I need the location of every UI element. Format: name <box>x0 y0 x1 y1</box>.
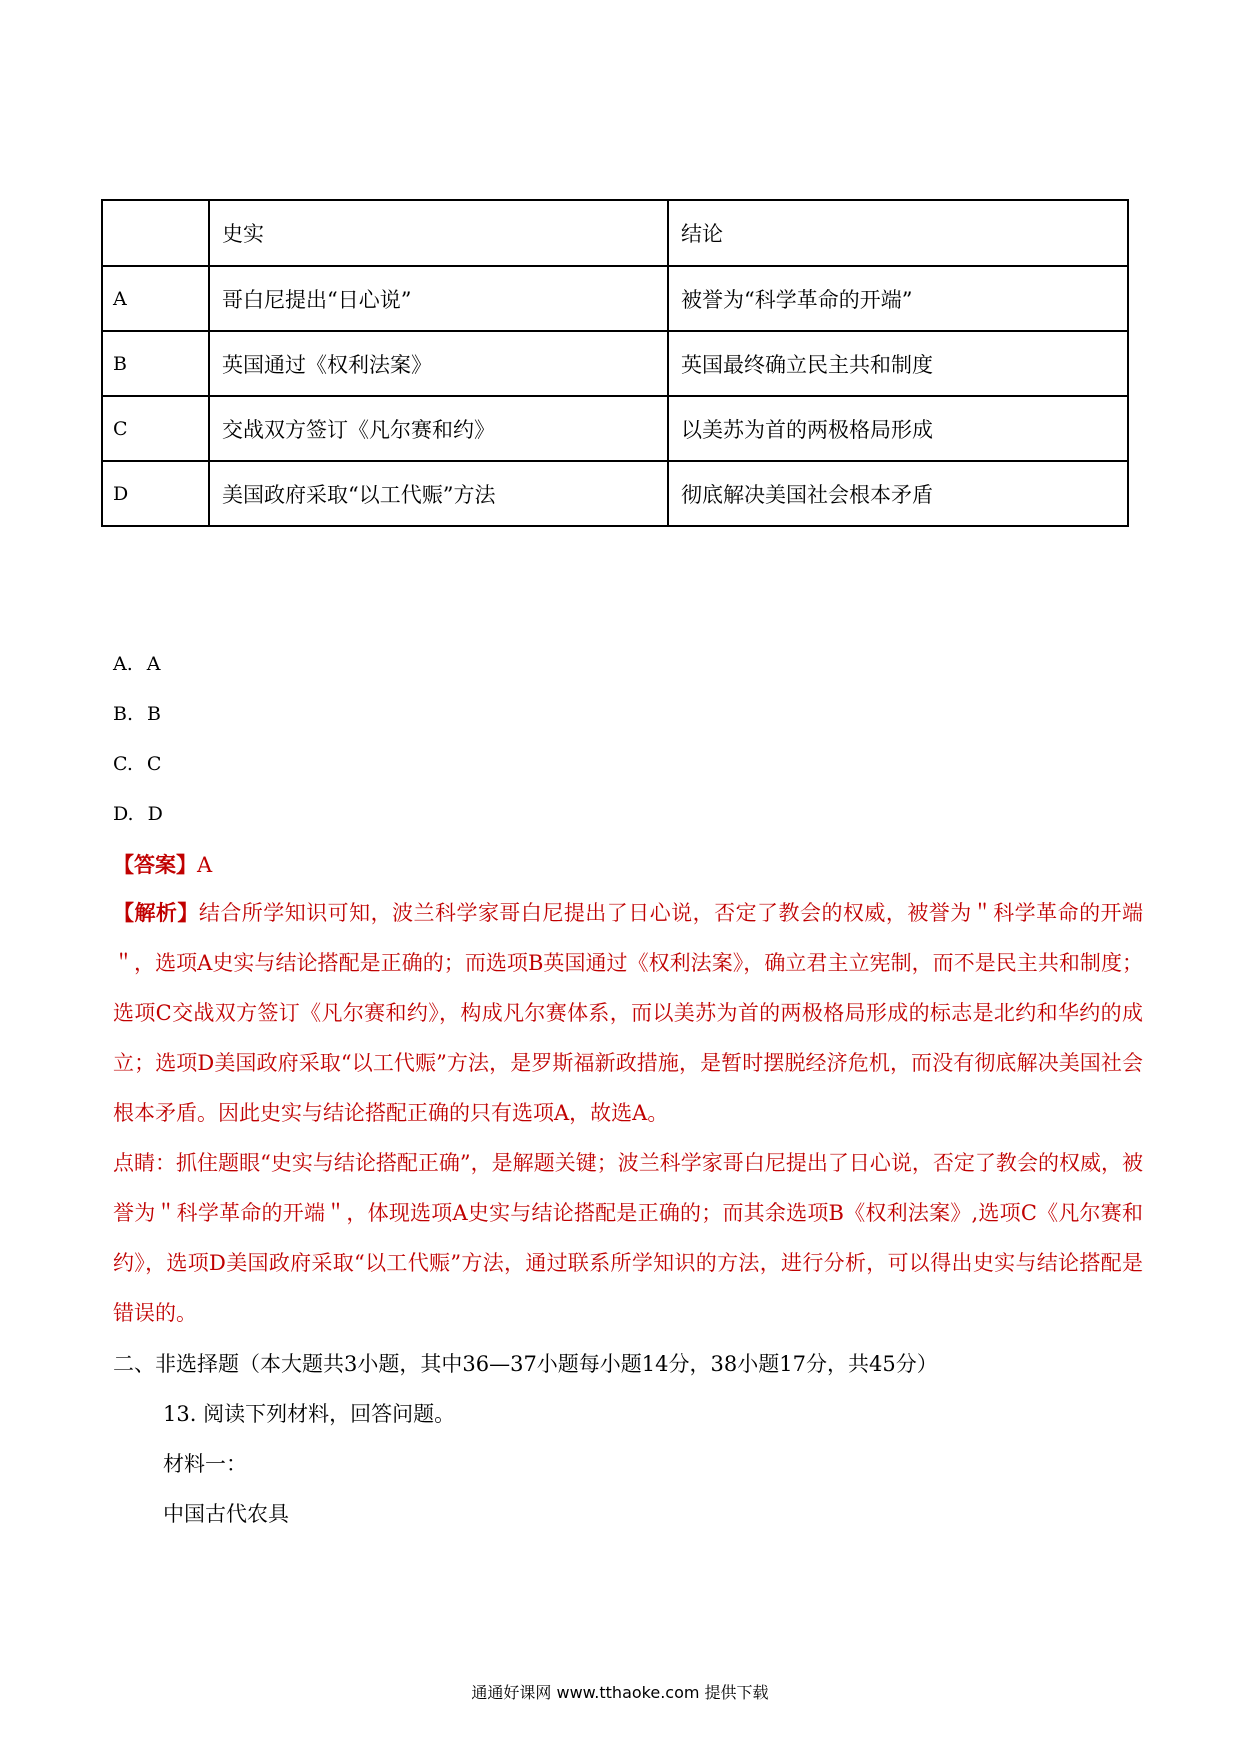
material-title: 中国古代农具 <box>163 1502 289 1526</box>
option-text: A <box>146 653 161 675</box>
option-d <box>113 801 163 827</box>
table-row <box>102 461 1128 526</box>
table-header-row <box>102 200 1128 266</box>
row-fact: 交战双方签订《凡尔赛和约》 <box>209 396 668 461</box>
option-c <box>113 751 161 777</box>
table-row <box>102 396 1128 461</box>
option-text: C <box>146 753 162 775</box>
analysis-label: 【解析】 <box>113 900 199 925</box>
option-letter: C. <box>113 753 133 775</box>
option-letter: D. <box>113 803 134 825</box>
row-conclusion: 英国最终确立民主共和制度 <box>668 331 1128 396</box>
row-conclusion: 以美苏为首的两极格局形成 <box>668 396 1128 461</box>
table-header-cell-empty <box>102 200 209 266</box>
option-text: D <box>147 803 163 825</box>
history-conclusion-table <box>101 199 1129 527</box>
row-fact: 哥白尼提出“日心说” <box>209 266 668 331</box>
answer-label: 【答案】 <box>113 852 197 877</box>
answer-value: A <box>197 853 213 877</box>
row-conclusion: 被誉为“科学革命的开端” <box>668 266 1128 331</box>
option-text: B <box>147 703 161 725</box>
answer-line <box>113 851 212 879</box>
row-fact: 英国通过《权利法案》 <box>209 331 668 396</box>
table-header-cell-conclusion: 结论 <box>668 200 1128 266</box>
page-footer: 通通好课网 www.tthaoke.com 提供下载 <box>471 1683 769 1702</box>
table-row <box>102 331 1128 396</box>
option-letter: A. <box>113 653 133 675</box>
option-a <box>113 651 161 677</box>
table-row <box>102 266 1128 331</box>
row-letter: B <box>102 331 209 396</box>
section-title: 二、非选择题（本大题共3小题，其中36—37小题每小题14分，38小题17分，共45分） <box>113 1352 938 1376</box>
row-fact: 美国政府采取“以工代赈”方法 <box>209 461 668 526</box>
analysis-text: 结合所学知识可知，波兰科学家哥白尼提出了日心说，否定了教会的权威，被誉为＂科学革命的开端＂，选项A史实与结论搭配是正确的；而选项B英国通过《权利法案》，确立君主立宪制，而不是民主共和制度；选项C交战双方签订《凡尔赛和约》，构成凡尔赛体系，而以美苏为首的两极格局形成的标志是北约和华约的成立；选项D美国政府采取“以工代赈”方法，是罗斯福新政措施，是暂时摆脱经济危机，而没有彻底解决美国社会根本矛盾。因此史实与结论搭配正确的只有选项A，故选A。 <box>113 901 1143 1125</box>
option-b <box>113 701 161 727</box>
material-label: 材料一： <box>163 1452 247 1476</box>
question-prompt: 13. 阅读下列材料，回答问题。 <box>163 1402 456 1426</box>
row-letter: A <box>102 266 209 331</box>
row-letter: D <box>102 461 209 526</box>
analysis-paragraph <box>113 888 1143 1138</box>
comment-paragraph <box>113 1138 1143 1338</box>
row-letter: C <box>102 396 209 461</box>
option-letter: B. <box>113 703 134 725</box>
comment-text: 点睛：抓住题眼“史实与结论搭配正确”，是解题关键；波兰科学家哥白尼提出了日心说，否定了教会的权威，被誉为＂科学革命的开端＂，体现选项A史实与结论搭配是正确的；而其余选项B《权利法案》,选项C《凡尔赛和约》，选项D美国政府采取“以工代赈”方法，通过联系所学知识的方法，进行分析，可以得出史实与结论搭配是错误的。 <box>113 1151 1143 1325</box>
table-header-cell-fact: 史实 <box>209 200 668 266</box>
row-conclusion: 彻底解决美国社会根本矛盾 <box>668 461 1128 526</box>
